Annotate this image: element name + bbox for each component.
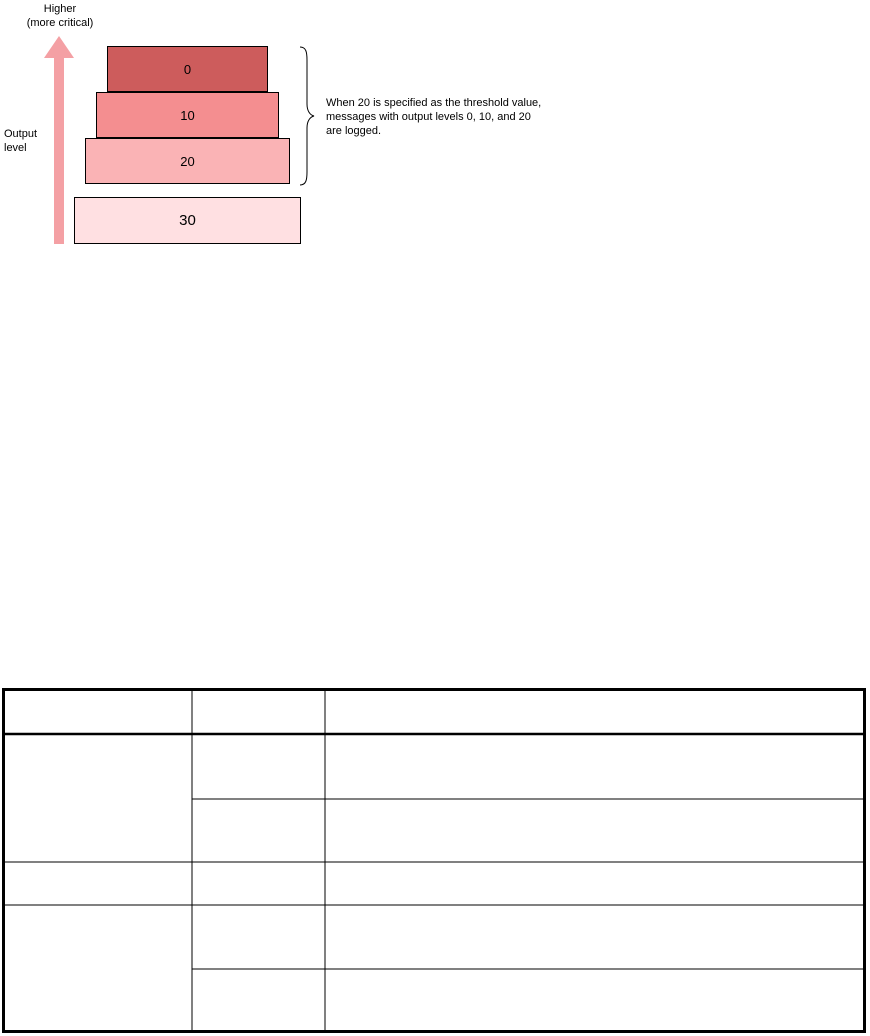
- arrow-shape: [44, 36, 74, 244]
- level-box-10: [96, 92, 279, 138]
- level-box-20: [85, 138, 290, 184]
- brace-path: [300, 47, 314, 185]
- level-label-20: 20: [180, 153, 195, 169]
- threshold-note-line3: are logged.: [326, 125, 382, 137]
- level-label-10: 10: [180, 107, 195, 123]
- table-grid: [5, 691, 863, 1030]
- axis-side-label-line1: Output: [4, 128, 38, 140]
- empty-table: [2, 688, 866, 1033]
- level-label-0: 0: [183, 61, 192, 77]
- axis-side-label-line2: level: [4, 142, 27, 154]
- level-box-30: [74, 197, 301, 244]
- threshold-note-line2: messages with output levels 0, 10, and 20: [326, 111, 531, 123]
- axis-top-label-line1: Higher: [43, 3, 77, 15]
- axis-side-label: [4, 127, 37, 155]
- threshold-note: [326, 96, 626, 138]
- threshold-brace-icon: [298, 46, 318, 186]
- output-level-arrow-icon: [44, 36, 74, 246]
- level-box-0: [107, 46, 268, 92]
- axis-top-label-line2: (more critical): [26, 17, 94, 29]
- level-label-30: 30: [179, 212, 196, 229]
- axis-top-label: [4, 2, 116, 30]
- threshold-note-line1: When 20 is specified as the threshold value,: [326, 97, 542, 109]
